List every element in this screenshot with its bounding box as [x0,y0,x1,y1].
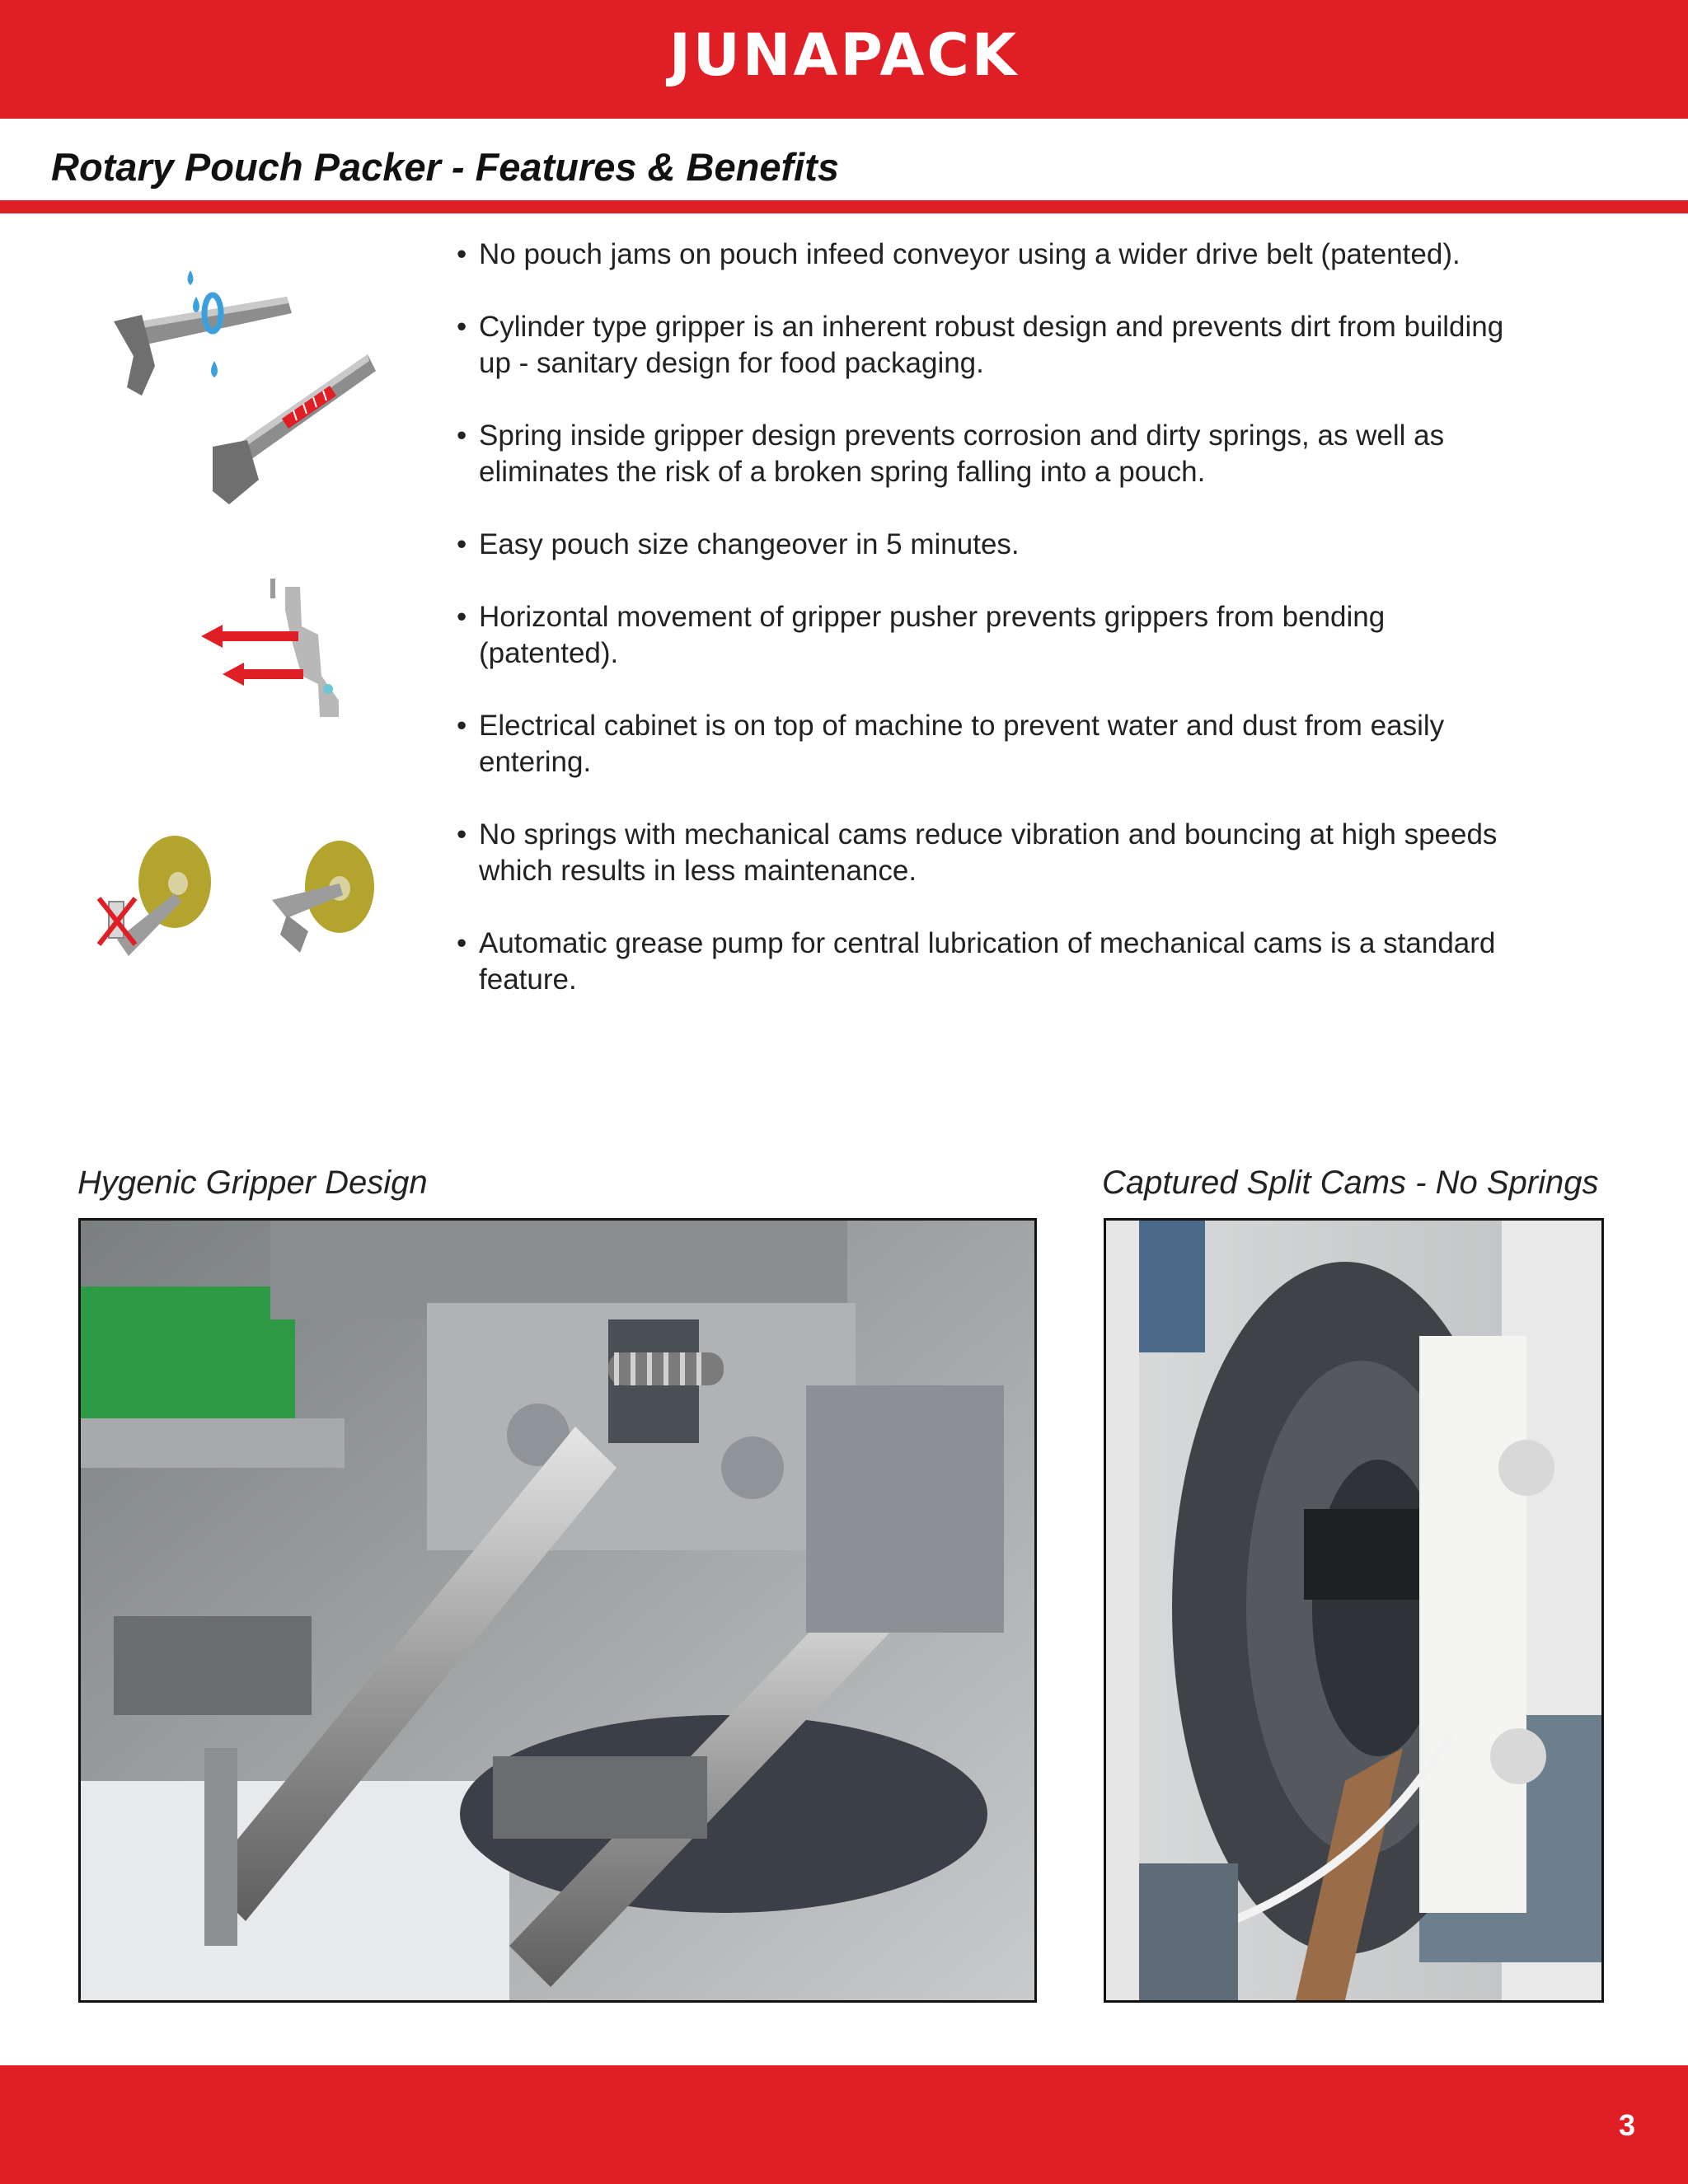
bullet-icon: • [457,419,467,452]
left-photo-caption: Hygenic Gripper Design [77,1165,428,1201]
feature-item [457,817,1528,889]
feature-item [457,708,1528,780]
feature-item [457,237,1528,273]
bullet-icon: • [457,601,467,633]
pusher-illustration [195,577,392,725]
gripper-illustration [106,264,386,511]
right-photo-caption: Captured Split Cams - No Springs [1102,1165,1599,1201]
feature-text: Spring inside gripper design prevents corrosion and dirty springs, as well as eliminates the risk of a broken spring falling into a pouch. [479,419,1445,488]
page-number: 3 [1618,2108,1635,2142]
feature-item [457,309,1528,382]
feature-item [457,599,1528,672]
feature-text: Easy pouch size changeover in 5 minutes. [479,528,1020,560]
bullet-icon: • [457,710,467,742]
split-cam-photo [1104,1218,1604,2003]
gripper-photo [78,1218,1037,2003]
page-title: Rotary Pouch Packer - Features & Benefits [51,145,839,189]
title-divider [0,200,1688,213]
feature-text: No springs with mechanical cams reduce vibration and bouncing at high speeds which results in less maintenance. [479,818,1498,887]
bullet-icon: • [457,818,467,851]
feature-text: No pouch jams on pouch infeed conveyor using a wider drive belt (patented). [479,238,1461,270]
bullet-icon: • [457,311,467,343]
bullet-icon: • [457,238,467,270]
feature-list [457,237,1528,1034]
bullet-icon: • [457,528,467,560]
feature-text: Horizontal movement of gripper pusher prevents grippers from bending (patented). [479,601,1386,669]
bullet-icon: • [457,927,467,959]
cam-illustration [92,832,381,972]
footer-bar [0,2065,1688,2184]
feature-item [457,926,1528,998]
feature-text: Cylinder type gripper is an inherent robust design and prevents dirt from building up - sanitary design for food packaging. [479,311,1504,379]
brand-logo: JUNAPACK [668,21,1020,89]
feature-text: Electrical cabinet is on top of machine to prevent water and dust from easily entering. [479,710,1445,778]
feature-item [457,527,1528,563]
feature-text: Automatic grease pump for central lubrication of mechanical cams is a standard feature. [479,927,1496,996]
feature-item [457,418,1528,490]
